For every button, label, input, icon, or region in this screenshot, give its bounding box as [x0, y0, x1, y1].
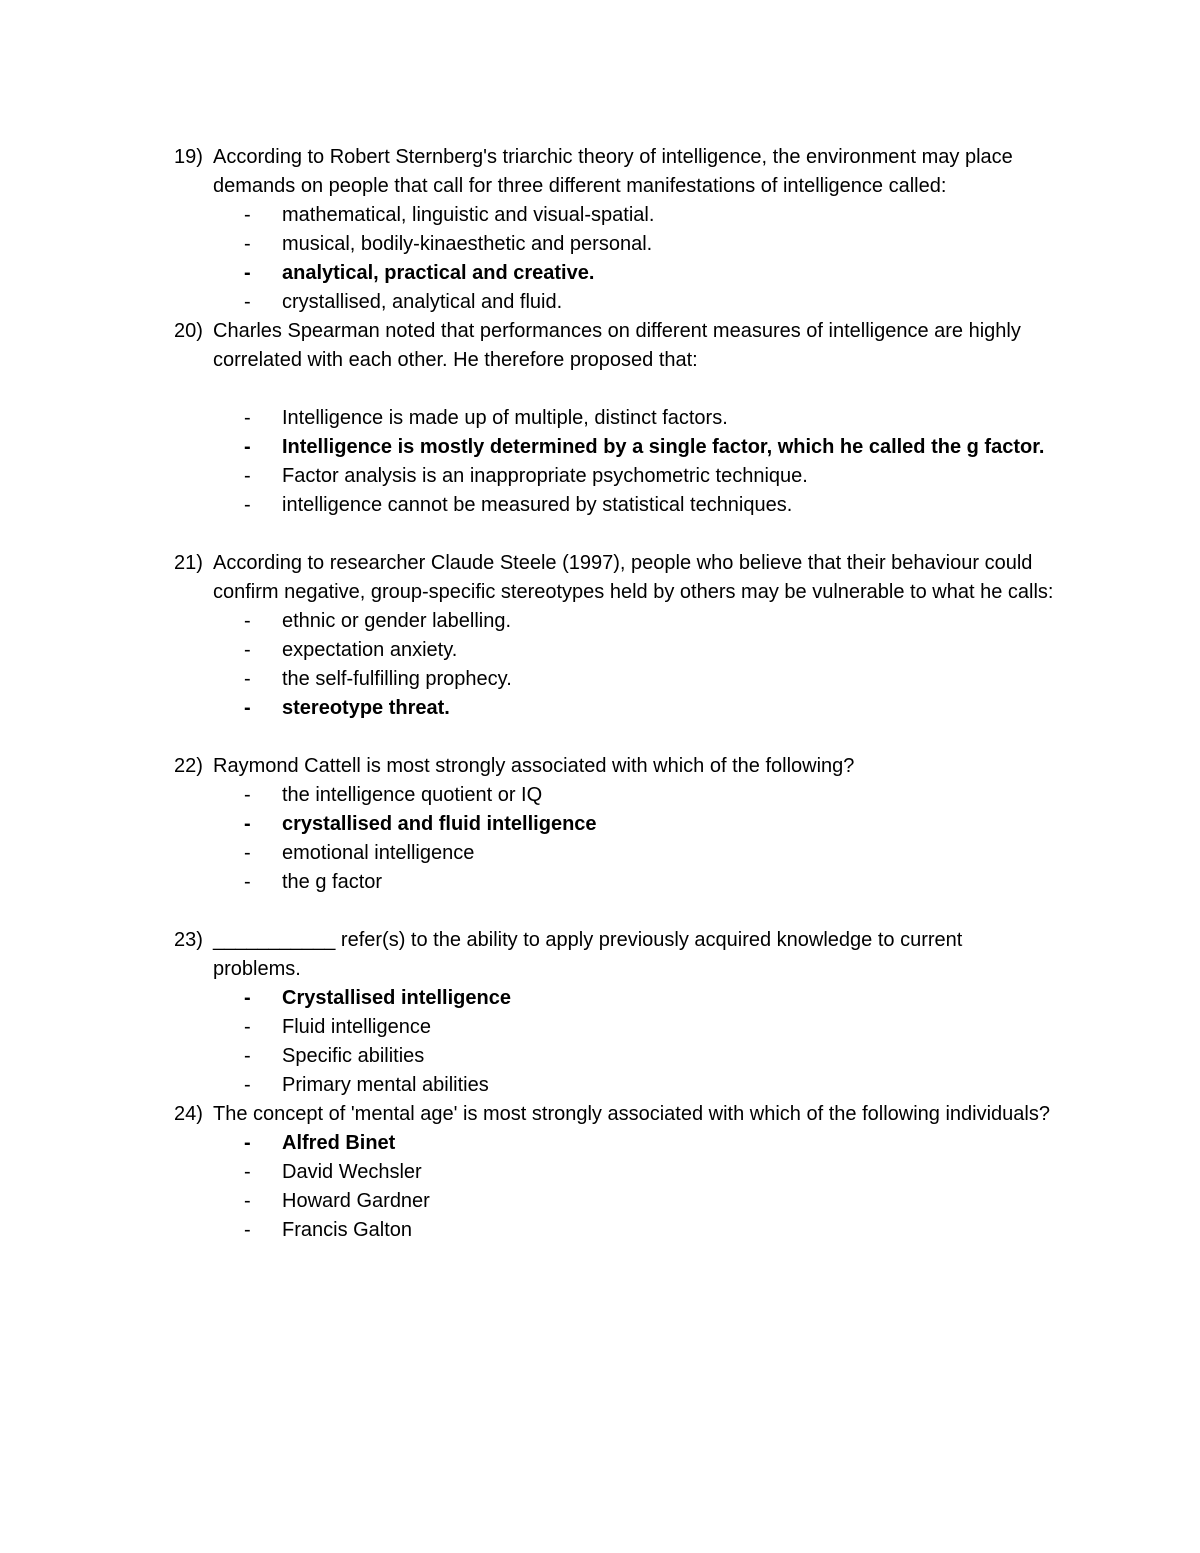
- option-item-correct: [213, 433, 1054, 462]
- dash-bullet: -: [244, 668, 251, 690]
- option-text: Factor analysis is an inappropriate psychometric technique.: [282, 465, 808, 487]
- option-text: expectation anxiety.: [282, 639, 458, 661]
- dash-bullet: -: [244, 1132, 251, 1154]
- dash-bullet: -: [244, 465, 251, 487]
- option-text: Alfred Binet: [282, 1132, 396, 1154]
- question-23: [174, 926, 1054, 1100]
- option-item: [213, 1216, 1054, 1245]
- dash-bullet: -: [244, 1219, 251, 1241]
- option-text: David Wechsler: [282, 1161, 422, 1183]
- option-item: [213, 462, 1054, 491]
- question-number: 21): [174, 552, 203, 574]
- option-text: Howard Gardner: [282, 1190, 430, 1212]
- question-list: [174, 143, 1054, 1245]
- option-item: [213, 288, 1054, 317]
- option-text: Intelligence is made up of multiple, distinct factors.: [282, 407, 728, 429]
- dash-bullet: -: [244, 262, 251, 284]
- question-number: 24): [174, 1103, 203, 1125]
- option-item-correct: [213, 1129, 1054, 1158]
- option-list: [213, 201, 1054, 317]
- question-number: 23): [174, 929, 203, 951]
- option-text: emotional intelligence: [282, 842, 475, 864]
- blank-line: [174, 897, 1054, 926]
- dash-bullet: -: [244, 697, 251, 719]
- dash-bullet: -: [244, 233, 251, 255]
- option-text: mathematical, linguistic and visual-spatial.: [282, 204, 655, 226]
- option-item: [213, 636, 1054, 665]
- option-text: Intelligence is mostly determined by a single factor, which he called the g factor.: [282, 436, 1045, 458]
- question-stem: ___________ refer(s) to the ability to apply previously acquired knowledge to current problems.: [213, 929, 963, 980]
- question-number: 20): [174, 320, 203, 342]
- dash-bullet: -: [244, 436, 251, 458]
- option-list: [213, 607, 1054, 723]
- dash-bullet: -: [244, 291, 251, 313]
- blank-line: [174, 520, 1054, 549]
- question-number: 22): [174, 755, 203, 777]
- dash-bullet: -: [244, 842, 251, 864]
- option-item: [213, 201, 1054, 230]
- option-item: [213, 230, 1054, 259]
- dash-bullet: -: [244, 639, 251, 661]
- option-item: [213, 1187, 1054, 1216]
- option-item: [213, 665, 1054, 694]
- option-text: Specific abilities: [282, 1045, 425, 1067]
- question-stem: Charles Spearman noted that performances on different measures of intelligence are highly correlated with each other. He therefore proposed that:: [213, 320, 1021, 371]
- option-text: Crystallised intelligence: [282, 987, 511, 1009]
- blank-line: [174, 723, 1054, 752]
- question-stem: According to Robert Sternberg's triarchic theory of intelligence, the environment may place demands on people that call for three different manifestations of intelligence called:: [213, 146, 1013, 197]
- option-text: crystallised, analytical and fluid.: [282, 291, 563, 313]
- question-20: [174, 317, 1054, 520]
- option-text: the intelligence quotient or IQ: [282, 784, 543, 806]
- option-text: Fluid intelligence: [282, 1016, 431, 1038]
- question-24: [174, 1100, 1054, 1245]
- option-item-correct: [213, 259, 1054, 288]
- option-text: crystallised and fluid intelligence: [282, 813, 597, 835]
- option-text: analytical, practical and creative.: [282, 262, 595, 284]
- option-text: the self-fulfilling prophecy.: [282, 668, 512, 690]
- option-list: [213, 781, 1054, 897]
- option-item: [213, 1071, 1054, 1100]
- dash-bullet: -: [244, 1190, 251, 1212]
- option-text: musical, bodily-kinaesthetic and personal.: [282, 233, 653, 255]
- question-21: [174, 549, 1054, 723]
- option-item-correct: [213, 984, 1054, 1013]
- option-text: stereotype threat.: [282, 697, 450, 719]
- blank-line: [213, 375, 1054, 404]
- question-stem: Raymond Cattell is most strongly associated with which of the following?: [213, 755, 855, 777]
- option-text: Francis Galton: [282, 1219, 413, 1241]
- option-item: [213, 1042, 1054, 1071]
- dash-bullet: -: [244, 1074, 251, 1096]
- question-19: [174, 143, 1054, 317]
- option-text: Primary mental abilities: [282, 1074, 489, 1096]
- question-stem: According to researcher Claude Steele (1997), people who believe that their behaviour could confirm negative, group-specific stereotypes held by others may be vulnerable to what he calls:: [213, 552, 1054, 603]
- option-item: [213, 1158, 1054, 1187]
- dash-bullet: -: [244, 1161, 251, 1183]
- dash-bullet: -: [244, 1016, 251, 1038]
- option-item: [213, 868, 1054, 897]
- question-number: 19): [174, 146, 203, 168]
- dash-bullet: -: [244, 784, 251, 806]
- dash-bullet: -: [244, 1045, 251, 1067]
- question-22: [174, 752, 1054, 897]
- option-item: [213, 404, 1054, 433]
- option-item: [213, 607, 1054, 636]
- option-list: [213, 404, 1054, 520]
- option-item-correct: [213, 810, 1054, 839]
- dash-bullet: -: [244, 494, 251, 516]
- option-text: the g factor: [282, 871, 383, 893]
- option-item: [213, 491, 1054, 520]
- option-list: [213, 984, 1054, 1100]
- dash-bullet: -: [244, 871, 251, 893]
- option-text: ethnic or gender labelling.: [282, 610, 512, 632]
- dash-bullet: -: [244, 407, 251, 429]
- option-item-correct: [213, 694, 1054, 723]
- dash-bullet: -: [244, 987, 251, 1009]
- dash-bullet: -: [244, 204, 251, 226]
- option-item: [213, 781, 1054, 810]
- option-item: [213, 839, 1054, 868]
- option-list: [213, 1129, 1054, 1245]
- option-text: intelligence cannot be measured by statistical techniques.: [282, 494, 793, 516]
- question-stem: The concept of 'mental age' is most strongly associated with which of the following individuals?: [213, 1103, 1050, 1125]
- dash-bullet: -: [244, 813, 251, 835]
- dash-bullet: -: [244, 610, 251, 632]
- option-item: [213, 1013, 1054, 1042]
